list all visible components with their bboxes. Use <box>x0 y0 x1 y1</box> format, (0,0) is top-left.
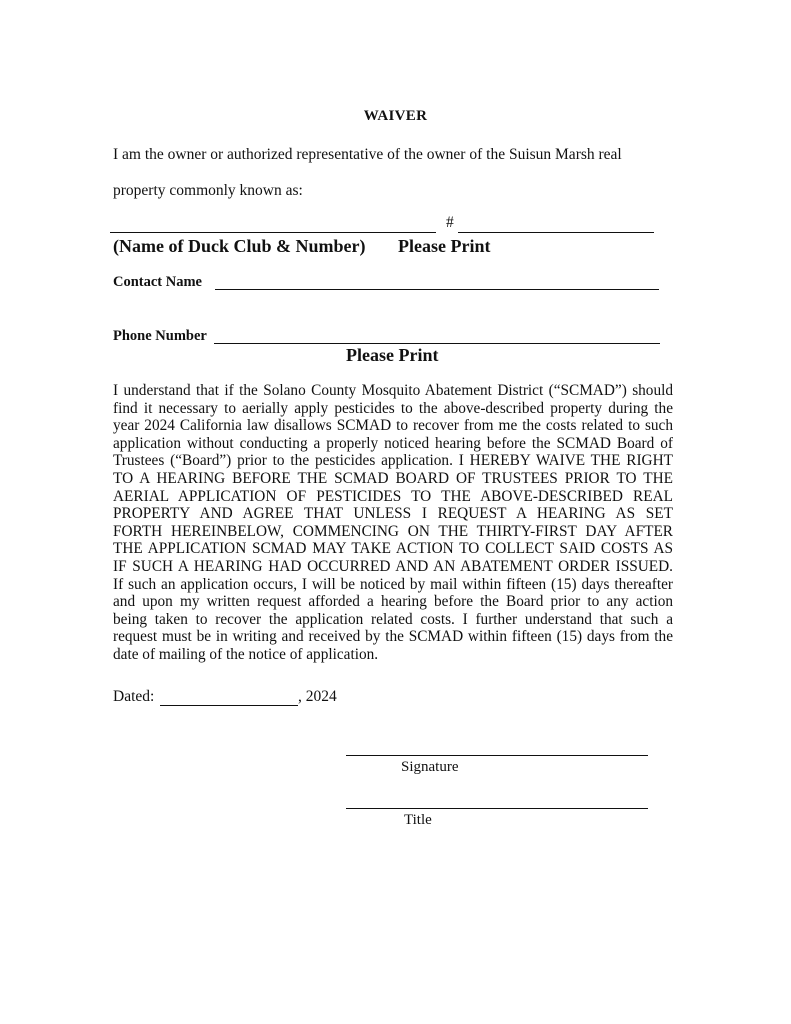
paragraph-line: PROPERTY AND AGREE THAT UNLESS I REQUEST A HEARING AS SET <box>113 505 673 523</box>
duck-club-name-field[interactable] <box>110 232 436 233</box>
please-print-note-1: Please Print <box>398 236 491 256</box>
paragraph-line: THE APPLICATION SCMAD MAY TAKE ACTION TO COLLECT SAID COSTS AS <box>113 540 673 558</box>
duck-club-number-field[interactable] <box>458 232 654 233</box>
date-field[interactable] <box>160 705 298 706</box>
paragraph-line: and upon my written request afforded a hearing before the Board prior to any action <box>113 593 673 611</box>
dated-year: , 2024 <box>298 688 337 705</box>
duck-club-label: (Name of Duck Club & Number) <box>113 236 366 256</box>
intro-line-1: I am the owner or authorized representative of the owner of the Suisun Marsh real <box>113 146 622 163</box>
paragraph-line: being taken to recover the application related costs. I further understand that such a <box>113 610 673 628</box>
paragraph-line: find it necessary to aerially apply pesticides to the above-described property during the <box>113 399 673 417</box>
title-line[interactable] <box>346 808 648 809</box>
contact-name-field[interactable] <box>215 289 659 290</box>
phone-number-field[interactable] <box>214 343 660 344</box>
paragraph-line: IF SUCH A HEARING HAD OCCURRED AND AN ABATEMENT ORDER ISSUED. <box>113 557 673 575</box>
paragraph-line: application without conducting a properly noticed hearing before the SCMAD Board of <box>113 434 673 452</box>
phone-number-label: Phone Number <box>113 328 207 344</box>
paragraph-line: If such an application occurs, I will be noticed by mail within fifteen (15) days thereafter <box>113 575 673 593</box>
paragraph-line: AERIAL APPLICATION OF PESTICIDES TO THE ABOVE-DESCRIBED REAL <box>113 487 673 505</box>
dated-label: Dated: <box>113 688 155 705</box>
waiver-paragraph <box>113 382 673 664</box>
contact-name-label: Contact Name <box>113 274 202 290</box>
paragraph-line: year 2024 California law disallows SCMAD to recover from me the costs related to such <box>113 417 673 435</box>
paragraph-line: TO A HEARING BEFORE THE SCMAD BOARD OF TRUSTEES PRIOR TO THE <box>113 469 673 487</box>
club-number-hash: # <box>446 214 454 231</box>
intro-line-2: property commonly known as: <box>113 182 303 199</box>
paragraph-line: request must be in writing and received by the SCMAD within fifteen (15) days from the <box>113 628 673 646</box>
title-label: Title <box>404 812 432 828</box>
paragraph-line: Trustees (“Board”) prior to the pesticides application. I HEREBY WAIVE THE RIGHT <box>113 452 673 470</box>
paragraph-line: date of mailing of the notice of application. <box>113 645 379 663</box>
paragraph-line: I understand that if the Solano County Mosquito Abatement District (“SCMAD”) should <box>113 382 673 399</box>
signature-line[interactable] <box>346 755 648 756</box>
please-print-note-2: Please Print <box>346 345 439 365</box>
signature-label: Signature <box>401 759 459 775</box>
paragraph-line: FORTH HEREINBELOW, COMMENCING ON THE THIRTY-FIRST DAY AFTER <box>113 522 673 540</box>
document-title: WAIVER <box>363 108 428 124</box>
